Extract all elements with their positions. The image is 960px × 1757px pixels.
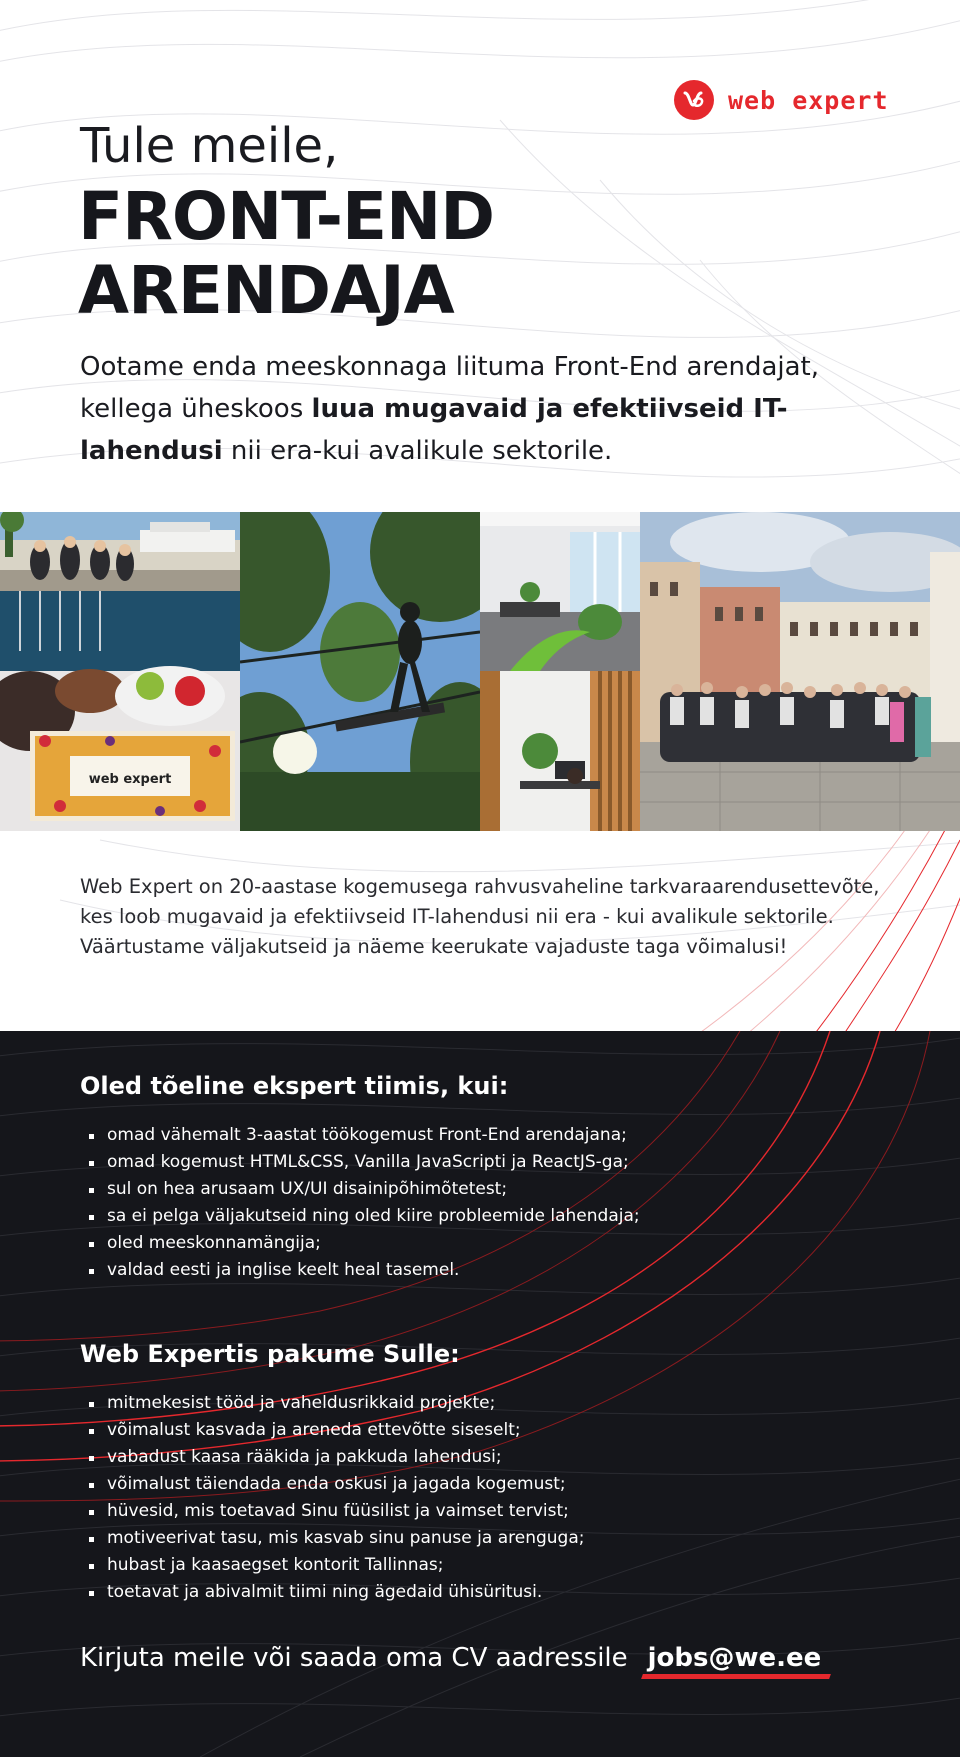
job-title [78,180,494,328]
job-title-line-2: ARENDAJA [78,252,454,329]
list-item: motiveerivat tasu, mis kasvab sinu panuse ja arenguga; [80,1525,920,1552]
intro-text-bold: luua mugavaid ja efektiivseid IT-lahendusi [80,394,788,466]
list-item: võimalust kasvada ja areneda ettevõtte siseselt; [80,1417,920,1444]
photo-harbour-group [0,512,240,591]
job-title-line-1: FRONT-END [78,178,495,255]
list-item: võimalust täiendada enda oskusi ja jagada kogemust; [80,1471,920,1498]
logo-wordmark: web expert [728,85,889,115]
photo-office-workspace [480,671,640,831]
photo-rope-course [240,512,480,831]
photo-team-venice [640,512,960,831]
email-link[interactable]: jobs@we.ee [644,1643,826,1673]
logo-mark-icon [674,80,714,120]
photo-office-desks [480,512,640,671]
intro-text-end: nii era-kui avalikule sektorile. [222,436,613,466]
list-item: omad kogemust HTML&CSS, Vanilla JavaScripti ja ReactJS-ga; [80,1149,920,1176]
list-item: vabadust kaasa rääkida ja pakkuda lahendusi; [80,1444,920,1471]
list-item: valdad eesti ja inglise keelt heal tasemel. [80,1257,920,1284]
list-item: hubast ja kaasaegset kontorit Tallinnas; [80,1552,920,1579]
offer-heading: Web Expertis pakume Sulle: [80,1340,460,1368]
intro-paragraph [80,346,910,472]
about-paragraph: Web Expert on 20-aastase kogemusega rahvusvaheline tarkvaraarendusettevõte, kes loob mugavaid ja efektiivseid IT-lahendusi nii era - kui avalikule sektorile. Väärtustame väljakutseid ja näeme keerukate vajaduste taga võimalusi! [80,875,880,958]
greeting: Tule meile, [80,118,339,174]
intro-text-start: Ootame enda meeskonnaga liituma Front-End arendajat, kellega üheskoos [80,352,820,424]
list-item: sul on hea arusaam UX/UI disainipõhimõtetest; [80,1176,920,1203]
list-item: toetavat ja abivalmit tiimi ning ägedaid ühisüritusi. [80,1579,920,1606]
list-item: omad vähemalt 3-aastat töökogemust Front-End arendajana; [80,1122,920,1149]
cta-text: Kirjuta meile või saada oma CV aadressile [80,1643,628,1673]
list-item: hüvesid, mis toetavad Sinu füüsilist ja vaimset tervist; [80,1498,920,1525]
list-item: sa ei pelga väljakutseid ning oled kiire probleemide lahendaja; [80,1203,920,1230]
contact-call-to-action [80,1643,825,1673]
list-item: mitmekesist tööd ja vaheldusrikkaid projekte; [80,1390,920,1417]
photo-collage [0,512,960,831]
cake-label: web expert [88,772,172,787]
requirements-heading: Oled tõeline ekspert tiimis, kui: [80,1072,509,1100]
requirements-list [80,1122,920,1284]
list-item: oled meeskonnamängija; [80,1230,920,1257]
photo-party-table [0,591,240,831]
offer-list [80,1390,920,1606]
web-expert-logo [674,79,889,121]
